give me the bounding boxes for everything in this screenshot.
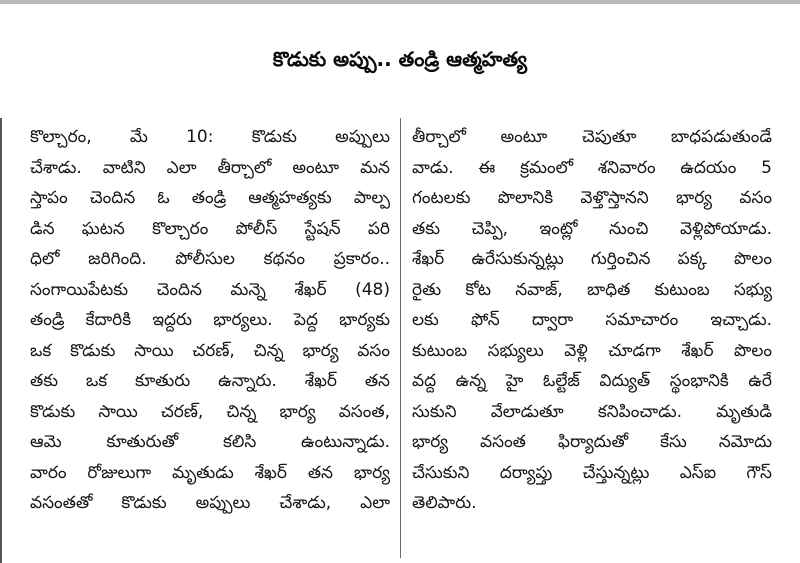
text-line: వసంతతో కొడుకు అప్పులు చేశాడు, ఎలా [30, 493, 390, 513]
text-line: చేసుకుని దర్యాప్తు చేస్తున్నట్లు ఎస్ఐ గౌస్ [412, 462, 772, 483]
text-line: ఒక కొడుకు సాయి చరణ్, చిన్న భార్య వసం [30, 340, 390, 361]
text-line: ధిలో జరిగింది. పోలీసుల కథనం ప్రకారం.. [30, 249, 390, 269]
text-line: వాడు. ఈ క్రమంలో శనివారం ఉదయం 5 [412, 157, 772, 178]
text-line: వద్ద ఉన్న హై ఓల్టేజ్ విద్యుత్ స్థంభానికి ఉరే [412, 371, 772, 391]
text-line: తీర్చాలో అంటూ చెపుతూ బాధపడుతుండే [412, 127, 772, 147]
text-line: సుకుని వేలాడుతూ కనిపించాడు. మృతుడి [412, 401, 772, 422]
left-border [0, 118, 2, 563]
text-line: వారం రోజులుగా మృతుడు శేఖర్ తన భార్య [30, 462, 390, 483]
headline: కొడుకు అప్పు.. తండ్రి ఆత్మహత్య [272, 46, 528, 71]
text-line: తండ్రి కేదారికి ఇద్దరు భార్యలు. పెద్ద భార్యకు [30, 310, 390, 330]
text-line: డిన ఘటన కొల్చారం పోలీస్ స్టేషన్ పరి [30, 218, 390, 239]
right-column [412, 122, 772, 519]
text-line: తకు ఒక కూతురు ఉన్నారు. శేఖర్ తన [30, 371, 390, 391]
text-line: ఆమె కూతురుతో కలిసి ఉంటున్నాడు. [30, 432, 390, 452]
text-line: సంగాయిపేటకు చెందిన మన్నె శేఖర్ (48) [30, 279, 390, 300]
top-rule [0, 0, 800, 4]
text-line: గంటలకు పొలానికి వెళ్తొస్తానని భార్య వసం [412, 188, 772, 208]
column-divider [400, 118, 401, 558]
text-line: శేఖర్ ఉరేసుకున్నట్లు గుర్తించిన పక్క పొలం [412, 249, 772, 269]
text-line: భార్య వసంత ఫిర్యాదుతో కేసు నమోదు [412, 432, 772, 452]
text-line: స్తాపం చెందిన ఓ తండ్రి ఆత్మహత్యకు పాల్ప [30, 188, 390, 208]
text-line: కొల్చారం, మే 10: కొడుకు అప్పులు [30, 127, 390, 147]
text-line: కొడుకు సాయి చరణ్, చిన్న భార్య వసంత, [30, 401, 390, 422]
text-line: లకు ఫోన్ ద్వారా సమాచారం ఇచ్చాడు. [412, 310, 772, 330]
article-body [0, 118, 800, 563]
text-line: కుటుంబ సభ్యులు వెళ్లి చూడగా శేఖర్ పొలం [412, 340, 772, 361]
text-line: తకు చెప్పి, ఇంట్లో నుంచి వెళ్లిపోయాడు. [412, 218, 772, 239]
left-column [30, 122, 390, 519]
text-line: రైతు కోట నవాజ్, బాధిత కుటుంబ సభ్యు [412, 279, 772, 300]
text-line: చేశాడు. వాటిని ఎలా తీర్చాలో అంటూ మన [30, 157, 390, 178]
text-line: తెలిపారు. [412, 493, 477, 513]
